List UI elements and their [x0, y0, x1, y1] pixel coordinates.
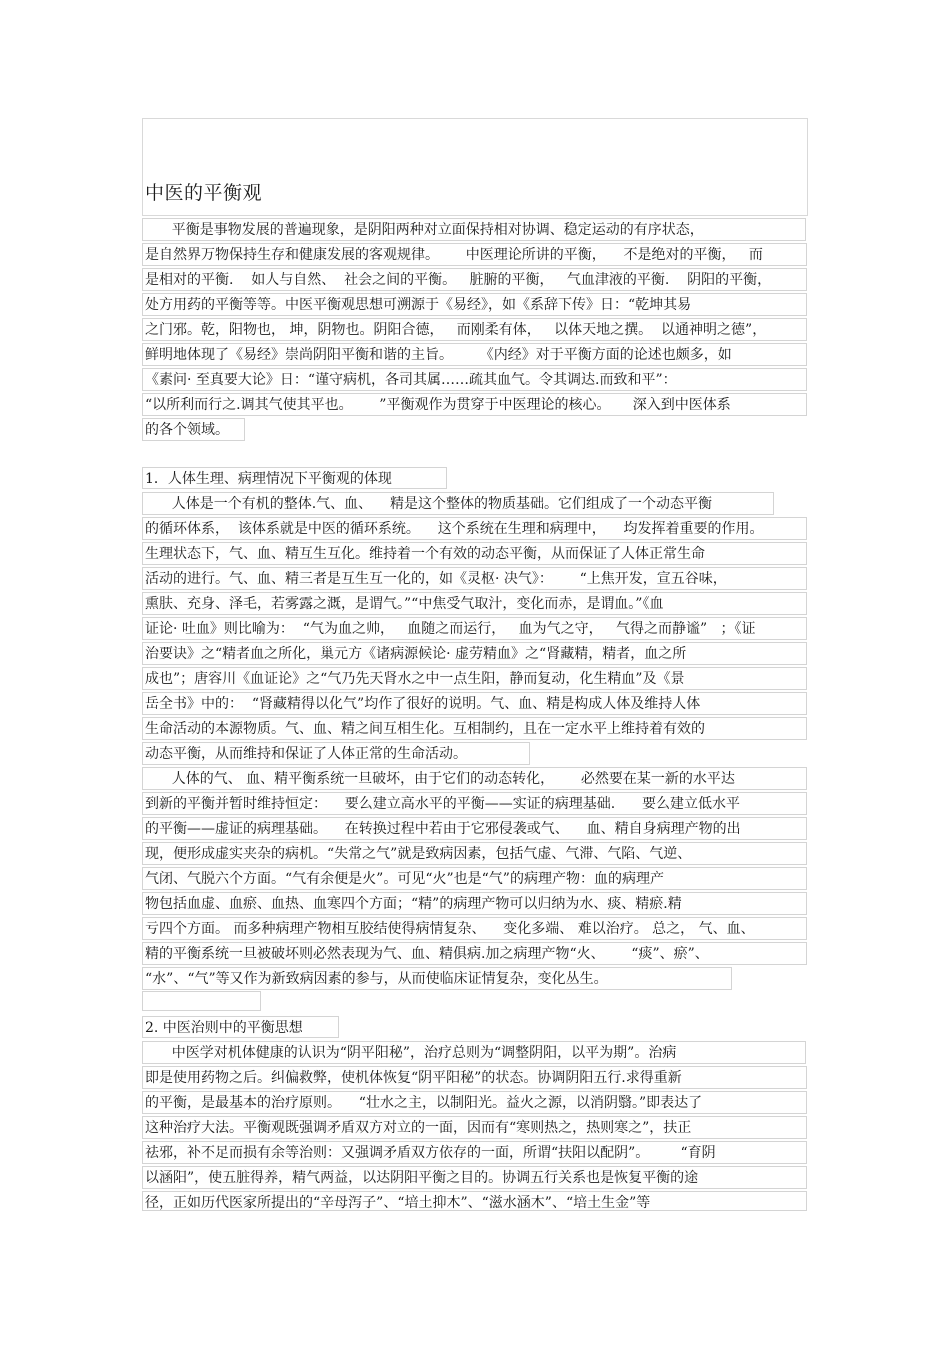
paragraph-line: 祛邪，补不足而损有余等治则：又强调矛盾双方依存的一面，所谓“扶阳以配阴”。 “育阴 — [142, 1141, 807, 1164]
paragraph-line: 成也”；唐容川《血证论》之“气乃先天肾水之中一点生阳，静而复动，化生精血”及《景 — [142, 667, 807, 690]
section-heading-1: 1．人体生理、病理情况下平衡观的体现 — [142, 467, 447, 489]
paragraph-line: 现，便形成虚实夹杂的病机。“失常之气”就是致病因素，包括气虚、气滞、气陷、气逆、 — [142, 842, 807, 865]
paragraph-line: 之门邪。乾，阳物也， 坤，阴物也。阴阳合德， 而刚柔有体， 以体天地之撰。 以通神明之德”， — [142, 318, 807, 341]
paragraph-line: 鲜明地体现了《易经》崇尚阴阳平衡和谐的主旨。 《内经》对于平衡方面的论述也颇多，如 — [142, 343, 807, 366]
paragraph-line: 的平衡——虚证的病理基础。 在转换过程中若由于它邪侵袭或气、 血、精自身病理产物的出 — [142, 817, 807, 840]
paragraph-line: 即是使用药物之后。纠偏救弊，使机体恢复“阴平阳秘”的状态。协调阴阳五行.求得重新 — [142, 1066, 807, 1089]
paragraph-line: 物包括血虚、血瘀、血热、血寒四个方面；“精”的病理产物可以归纳为水、痰、精瘀.精 — [142, 892, 807, 915]
paragraph-line: 精的平衡系统一旦被破坏则必然表现为气、血、精俱病.加之病理产物“火、 “痰”、瘀”、 — [142, 942, 807, 965]
paragraph-line: 岳全书》中的： “肾藏精得以化气”均作了很好的说明。气、血、精是构成人体及维持人体 — [142, 692, 807, 715]
section-heading-2: 2. 中医治则中的平衡思想 — [142, 1016, 339, 1038]
paragraph-line: 的各个领域。 — [142, 418, 245, 441]
paragraph-line: 是相对的平衡. 如人与自然、 社会之间的平衡。 脏腑的平衡， 气血津液的平衡. 阴阳的平衡， — [142, 268, 807, 291]
page-title: 中医的平衡观 — [145, 182, 263, 204]
paragraph-line: 处方用药的平衡等等。中医平衡观思想可溯源于《易经》，如《系辞下传》日：“乾坤其易 — [142, 293, 807, 316]
paragraph-line: 动态平衡，从而维持和保证了人体正常的生命活动。 — [142, 742, 530, 765]
paragraph-line: “水”、“气”等又作为新致病因素的参与，从而使临床证情复杂，变化丛生。 — [142, 967, 732, 990]
paragraph-line: 的循环体系， 该体系就是中医的循环系统。 这个系统在生理和病理中， 均发挥着重要的作用。 — [142, 517, 807, 540]
paragraph-line: 治要诀》之“精者血之所化，巢元方《诸病源候论· 虚劳精血》之“肾藏精，精者，血之所 — [142, 642, 807, 665]
paragraph-line: 径，正如历代医家所提出的“辛母泻子”、“培土抑木”、“滋水涵木”、“培土生金”等 — [142, 1191, 807, 1211]
empty-line-box — [142, 991, 261, 1011]
paragraph-line: 平衡是事物发展的普遍现象，是阴阳两种对立面保持相对协调、稳定运动的有序状态， — [142, 218, 806, 241]
paragraph-line: 以涵阳”，使五脏得养，精气两益，以达阴阳平衡之目的。协调五行关系也是恢复平衡的途 — [142, 1166, 807, 1189]
paragraph-line: 到新的平衡并暂时维持恒定： 要么建立高水平的平衡——实证的病理基础. 要么建立低水平 — [142, 792, 807, 815]
paragraph-line: 是自然界万物保持生存和健康发展的客观规律。 中医理论所讲的平衡， 不是绝对的平衡， 而 — [142, 243, 807, 266]
paragraph-line: “以所利而行之.调其气使其平也。 ”平衡观作为贯穿于中医理论的核心。 深入到中医体系 — [142, 393, 807, 416]
paragraph-line: 熏肤、充身、泽毛，若雾露之溉，是谓气。”“中焦受气取汁，变化而赤，是谓血。”《血 — [142, 592, 807, 615]
paragraph-line: 亏四个方面。 而多种病理产物相互胶结使得病情复杂、 变化多端、 难以治疗。 总之， 气、血、 — [142, 917, 807, 940]
paragraph-line: 人体是一个有机的整体.气、血、 精是这个整体的物质基础。它们组成了一个动态平衡 — [142, 492, 774, 515]
paragraph-line: 《素问· 至真要大论》日：“谨守病机，各司其属……疏其血气。令其调达.而致和平”： — [142, 368, 807, 391]
paragraph-line: 中医学对机体健康的认识为“阴平阳秘”，治疗总则为“调整阴阳，以平为期”。治病 — [142, 1041, 806, 1064]
paragraph-line: 证论· 吐血》则比喻为： “气为血之帅， 血随之而运行， 血为气之守， 气得之而静谧” ；《证 — [142, 617, 807, 640]
paragraph-line: 气闭、气脱六个方面。“气有余便是火”。可见“火”也是“气”的病理产物：血的病理产 — [142, 867, 807, 890]
paragraph-line: 生理状态下，气、血、精互生互化。维持着一个有效的动态平衡，从而保证了人体正常生命 — [142, 542, 807, 565]
paragraph-line: 的平衡，是最基本的治疗原则。 “壮水之主，以制阳光。益火之源，以消阴翳。”即表达了 — [142, 1091, 807, 1114]
paragraph-line: 这种治疗大法。平衡观既强调矛盾双方对立的一面，因而有“寒则热之，热则寒之”，扶正 — [142, 1116, 807, 1139]
paragraph-line: 人体的气、 血、精平衡系统一旦破坏，由于它们的动态转化， 必然要在某一新的水平达 — [142, 767, 807, 790]
paragraph-line: 生命活动的本源物质。气、血、精之间互相生化。互相制约，且在一定水平上维持着有效的 — [142, 717, 807, 740]
paragraph-line: 活动的进行。气、血、精三者是互生互一化的，如《灵枢· 决气》： “上焦开发，宣五谷味， — [142, 567, 807, 590]
